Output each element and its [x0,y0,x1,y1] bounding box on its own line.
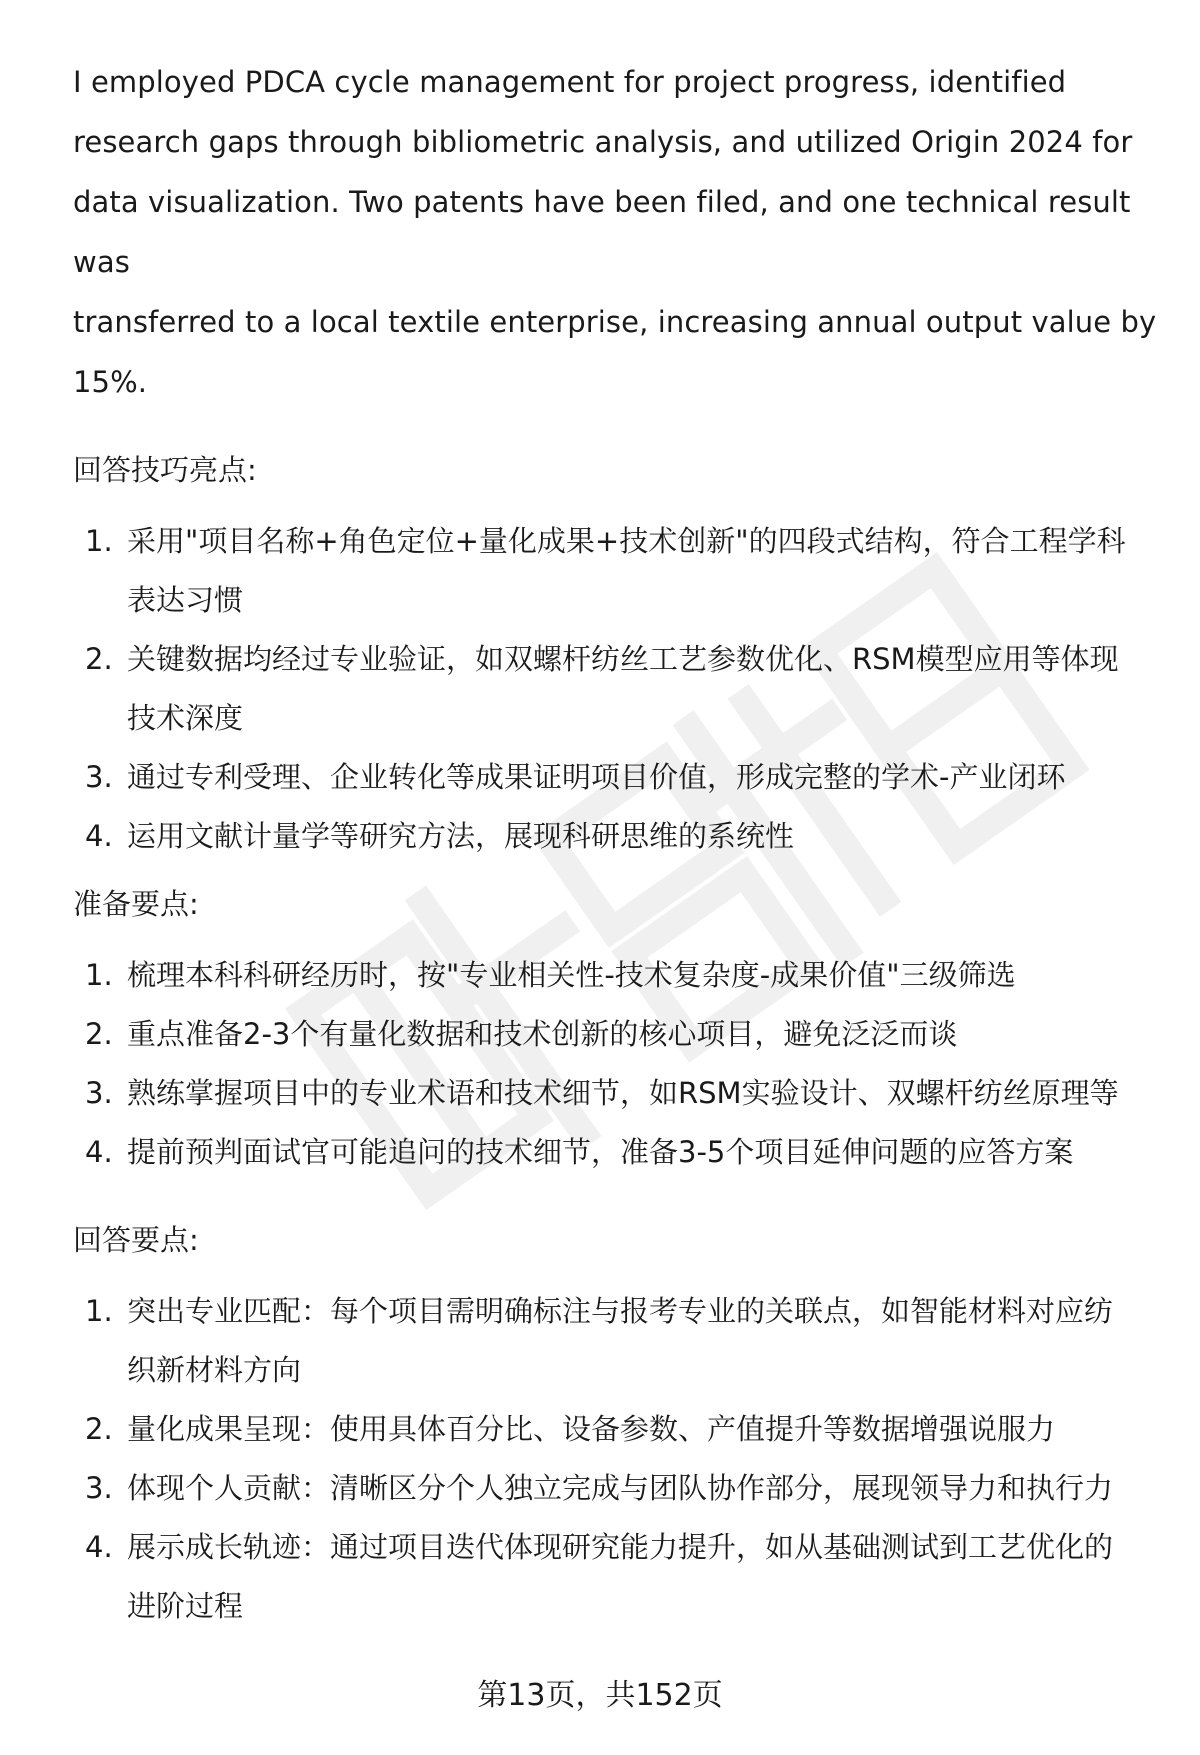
page-footer: 第13页，共152页 [477,1678,723,1713]
list-number: 2. [85,642,113,676]
list-number: 3. [85,760,113,794]
list-text: 通过专利受理、企业转化等成果证明项目价值，形成完整的学术-产业闭环 [127,760,1066,794]
list-number: 1. [85,1294,113,1328]
list-text: 突出专业匹配：每个项目需明确标注与报考专业的关联点，如智能材料对应纺 [127,1294,1114,1328]
intro-line: data visualization. Two patents have been filed, and one technical result was [73,185,1131,279]
section-heading-preparation: 准备要点: [73,887,199,921]
list-text: 运用文献计量学等研究方法，展现科研思维的系统性 [127,819,795,853]
list-text: 量化成果呈现：使用具体百分比、设备参数、产值提升等数据增强说服力 [127,1412,1056,1446]
list-number: 4. [85,1135,113,1169]
list-text: 熟练掌握项目中的专业术语和技术细节，如RSM实验设计、双螺杆纺丝原理等 [127,1076,1119,1110]
list-text: 表达习惯 [127,583,244,617]
preparation-list [73,946,1163,1182]
answer-points-list [73,1282,1163,1636]
list-number: 3. [85,1076,113,1110]
list-number: 4. [85,819,113,853]
list-text: 梳理本科科研经历时，按"专业相关性-技术复杂度-成果价值"三级筛选 [127,958,1016,992]
list-number: 3. [85,1471,113,1505]
list-text: 体现个人贡献：清晰区分个人独立完成与团队协作部分，展现领导力和执行力 [127,1471,1114,1505]
list-item [73,1400,1163,1459]
list-text: 展示成长轨迹：通过项目迭代体现研究能力提升，如从基础测试到工艺优化的 [127,1530,1114,1564]
list-item [73,1459,1163,1518]
list-item [73,512,1163,630]
list-text: 采用"项目名称+角色定位+量化成果+技术创新"的四段式结构，符合工程学科 [127,524,1126,558]
answer-tips-list [73,512,1163,866]
list-item [73,1282,1163,1400]
intro-line: research gaps through bibliometric analysis, and utilized Origin 2024 for [73,125,1133,159]
intro-line: transferred to a local textile enterprise, increasing annual output value by [73,305,1157,339]
list-text: 进阶过程 [127,1589,244,1623]
list-item [73,1123,1163,1182]
list-item [73,946,1163,1005]
list-text: 重点准备2-3个有量化数据和技术创新的核心项目，避免泛泛而谈 [127,1017,958,1051]
document-body [73,52,1163,1636]
list-text: 技术深度 [127,701,244,735]
list-text: 提前预判面试官可能追问的技术细节，准备3-5个项目延伸问题的应答方案 [127,1135,1074,1169]
list-text: 织新材料方向 [127,1353,302,1387]
intro-paragraph [73,52,1163,412]
list-item [73,1005,1163,1064]
list-item [73,630,1163,748]
list-number: 4. [85,1530,113,1564]
list-number: 1. [85,958,113,992]
intro-line: I employed PDCA cycle management for project progress, identified [73,65,1067,99]
intro-line: 15%. [73,365,148,399]
list-item [73,807,1163,866]
list-item [73,1064,1163,1123]
section-heading-answer-tips: 回答技巧亮点: [73,453,257,487]
list-text: 关键数据均经过专业验证，如双螺杆纺丝工艺参数优化、RSM模型应用等体现 [127,642,1119,676]
list-number: 2. [85,1017,113,1051]
list-number: 2. [85,1412,113,1446]
section-heading-answer-points: 回答要点: [73,1223,199,1257]
list-number: 1. [85,524,113,558]
list-item [73,748,1163,807]
list-item [73,1518,1163,1636]
